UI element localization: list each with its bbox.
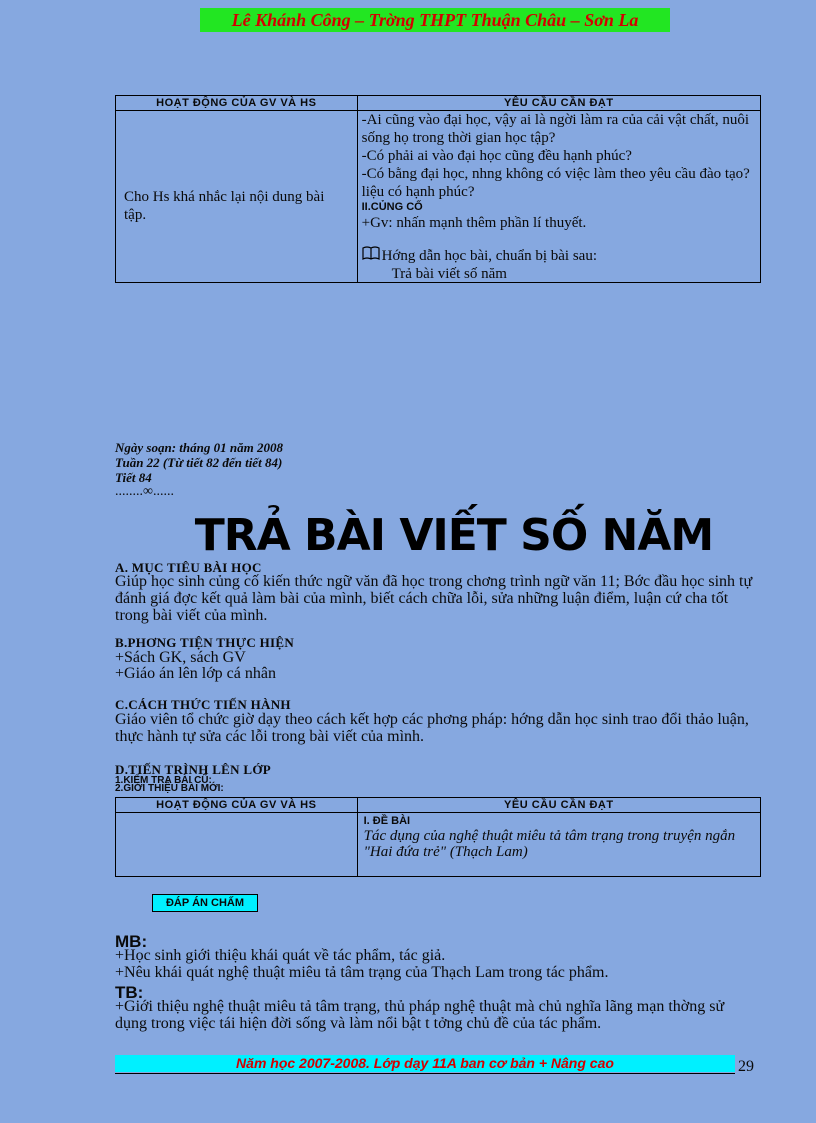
page-number: 29	[738, 1058, 754, 1075]
date-line: Ngày soạn: tháng 01 năm 2008	[115, 440, 283, 455]
section-c-text: Giáo viên tổ chức giờ dạy theo cách kết hợp các phơng pháp: hớng dẫn học sinh trao đổi thảo luận, thực hành tự sửa các lỗi trong bài viết của mình.	[115, 711, 749, 745]
week-line: Tuần 22 (Từ tiết 82 đến tiết 84)	[115, 455, 283, 470]
table2-right-cell	[357, 813, 760, 877]
section-b-item-1: +Sách GK, sách GV	[115, 649, 246, 666]
mb-item-1: +Học sinh giới thiệu khái quát về tác phẩm, tác giả.	[115, 947, 446, 964]
section-c-heading: C.CÁCH THỨC TIẾN HÀNH	[115, 697, 291, 712]
table2-col1-header: HOẠT ĐỘNG CỦA GV VÀ HS	[116, 798, 358, 813]
section-d-sub-2: 2.GIỚI THIỆU BÀI MỚI:	[115, 783, 224, 794]
answer-key-label: ĐÁP ÁN CHẤM	[152, 894, 258, 912]
table1-col2-header: YÊU CẦU CẦN ĐẠT	[357, 96, 760, 111]
lesson-line: Tiết 84	[115, 470, 152, 485]
table1-col1-header: HOẠT ĐỘNG CỦA GV VÀ HS	[116, 96, 358, 111]
section-b-heading: B.PHƠNG TIỆN THỰC HIỆN	[115, 635, 295, 650]
section-a-heading: A. MỤC TIÊU BÀI HỌC	[115, 560, 262, 575]
table1-left-cell	[116, 111, 358, 283]
question-2: -Có phải ai vào đại học cũng đều hạnh phúc?	[361, 148, 632, 164]
book-icon	[362, 246, 382, 265]
section-d-heading: D.TIẾN TRÌNH LÊN LỚP	[115, 762, 272, 777]
mb-item-2: +Nêu khái quát nghệ thuật miêu tả tâm trạng của Thạch Lam trong tác phẩm.	[115, 964, 609, 981]
consolidation-text: +Gv: nhấn mạnh thêm phần lí thuyết.	[361, 215, 587, 231]
table2-left-cell	[116, 813, 358, 877]
footer-rule	[115, 1073, 735, 1074]
section-d-sub-1: 1.KIỂM TRA BÀI CŨ:	[115, 775, 212, 786]
table1-left-text: Cho Hs khá nhắc lại nội dung bài tập.	[124, 188, 325, 223]
topic-text: Tác dụng của nghệ thuật miêu tả tâm trạng trong truyện ngắn "Hai đứa trẻ" (Thạch Lam)	[363, 828, 736, 860]
activity-table-2	[115, 797, 761, 877]
tb-text: +Giới thiệu nghệ thuật miêu tả tâm trạng, thủ pháp nghệ thuật mà chủ nghĩa lãng mạn thờng sử dụng trong việc tái hiện đời sống và làm nổi bật t tởng chủ đề của tác phẩm.	[115, 998, 725, 1032]
page-title: TRẢ BÀI VIẾT SỐ NĂM	[194, 510, 714, 561]
question-3: -Có bằng đại học, nhng không có việc làm theo yêu cầu đào tạo? liệu có hạnh phúc?	[361, 166, 750, 200]
table2-col2-header: YÊU CẦU CẦN ĐẠT	[357, 798, 760, 813]
tb-label: TB:	[115, 983, 144, 1002]
guide-text: Hớng dẫn học bài, chuẩn bị bài sau:	[381, 248, 598, 264]
ornament: ........∞......	[115, 484, 174, 499]
activity-table-1	[115, 95, 761, 283]
consolidation-heading: II.CỦNG CỐ	[361, 201, 423, 213]
page-footer: Năm học 2007-2008. Lớp dạy 11A ban cơ bản + Nâng cao	[115, 1055, 735, 1072]
mb-label: MB:	[115, 932, 148, 951]
section-a-text: Giúp học sinh củng cố kiến thức ngữ văn đã học trong chơng trình ngữ văn 11; Bớc đầu học sinh tự đánh giá đợc kết quả làm bài của mình, biết cách chữa lỗi, sửa những luận điểm, luận cứ cha tốt trong bài viết của mình.	[115, 573, 753, 624]
guide-line	[362, 246, 756, 265]
table1-right-cell	[357, 111, 760, 283]
topic-heading: I. ĐỀ BÀI	[363, 815, 411, 827]
question-1: -Ai cũng vào đại học, vậy ai là ngời làm ra của cải vật chất, nuôi sống họ trong thời gian học tập?	[361, 112, 749, 146]
section-b-item-2: +Giáo án lên lớp cá nhân	[115, 665, 276, 682]
next-lesson: Trả bài viết số năm	[391, 266, 507, 279]
page-header: Lê Khánh Công – Trờng THPT Thuận Châu – Sơn La	[200, 8, 670, 32]
